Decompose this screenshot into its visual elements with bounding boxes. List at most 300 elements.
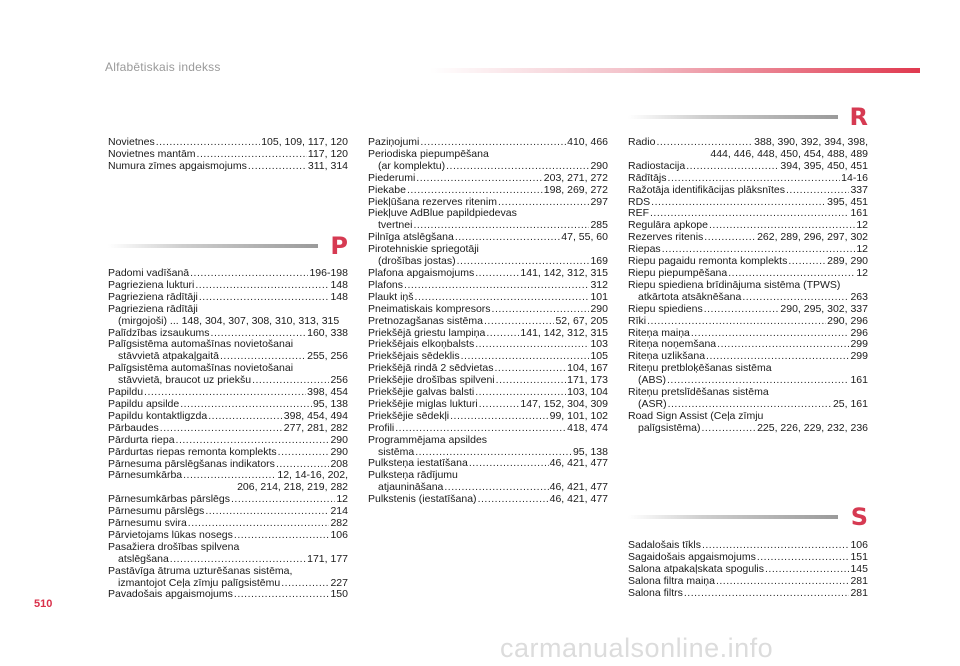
index-entry-line (108, 387, 348, 399)
page-refs: 106 (330, 529, 348, 541)
index-term: Pārnesumkārba (108, 470, 183, 482)
index-entry-line (368, 161, 608, 173)
dot-leader (786, 185, 849, 197)
dot-leader (234, 589, 330, 601)
page-refs: 171, 173 (567, 375, 608, 387)
index-entry (628, 540, 868, 552)
index-term: Pārdurta riepa (108, 434, 175, 446)
index-entry (368, 185, 608, 197)
page-refs: 150 (330, 589, 348, 601)
index-term: Pavadošais apgaismojums (108, 589, 233, 601)
index-entry (628, 280, 868, 304)
page-refs: 203, 271, 272 (543, 172, 608, 184)
index-entry-line (108, 447, 348, 459)
index-entry (628, 304, 868, 316)
index-entry-line (368, 304, 608, 316)
page-refs: 196-198 (309, 268, 348, 279)
index-entry (368, 435, 608, 459)
index-entry (108, 447, 348, 459)
index-entry-line (628, 292, 868, 304)
index-term: Periodiska piepumpēšana (368, 147, 489, 160)
page-refs: 312 (590, 279, 608, 291)
page-refs: 148 (330, 279, 348, 291)
dot-leader (195, 280, 329, 292)
index-term: Pagrieziena lukturi (108, 279, 195, 291)
dot-leader (702, 540, 850, 552)
page-refs: 337 (850, 184, 868, 196)
page-refs: 169 (590, 256, 608, 268)
index-entry (628, 363, 868, 387)
index-entry (368, 173, 608, 185)
page-refs: 103, 104 (567, 387, 608, 399)
dot-leader (416, 173, 542, 185)
letter-p: P (330, 232, 348, 260)
index-term: Riteņa uzlikšana (628, 351, 706, 363)
index-term: Papildu apsilde (108, 398, 180, 410)
dot-leader (413, 220, 589, 232)
page-refs: 12 (856, 267, 868, 279)
index-entry (368, 387, 608, 399)
index-term: Pagrieziena rādītāji (108, 302, 198, 315)
index-term: Pulkstenis (iestatīšana) (368, 494, 477, 506)
index-entry-line (368, 423, 608, 435)
index-entry (368, 375, 608, 387)
index-term: Pagrieziena rādītāji (108, 291, 198, 303)
page-refs: 117, 120 (307, 148, 348, 160)
index-entry (108, 542, 348, 566)
index-term: palīgsistēma) (638, 422, 701, 434)
dot-leader (475, 339, 589, 351)
index-term: stāvvietā, braucot uz priekšu (118, 375, 252, 387)
index-term: Pasažiera drošības spilvena (108, 540, 240, 553)
index-entry-line (368, 363, 608, 375)
dot-leader (717, 339, 849, 351)
dot-leader (208, 411, 283, 423)
index-entry-line (368, 387, 608, 399)
dot-leader (691, 328, 850, 340)
index-term: Pirotehniskie spriegotāji (368, 243, 479, 256)
index-entry (108, 589, 348, 601)
page-refs: 290 (330, 434, 348, 446)
index-term: Paziņojumi (368, 137, 420, 148)
page-refs: 398, 454, 494 (283, 410, 348, 422)
index-term: Piekļūšana rezerves ritenim (368, 196, 497, 208)
header-accent-bar (430, 68, 920, 73)
index-term: Pārnesumu pārslēgs (108, 506, 205, 518)
page-refs: 281 (850, 587, 868, 599)
index-term: Piekļuve AdBlue papildpiedevas (368, 207, 517, 220)
index-term: atjaunināšana (378, 482, 444, 494)
index-term: Riepu spiediens (628, 303, 703, 315)
dot-leader (492, 304, 590, 316)
index-term: Rādītājs (628, 172, 667, 184)
index-term: atslēgšana (118, 553, 169, 565)
index-term: Road Sign Assist (Ceļa zīmju (628, 409, 764, 422)
index-term: (drošības jostas) (378, 256, 456, 268)
dot-leader (278, 447, 330, 459)
dot-leader (457, 256, 590, 268)
index-entry (368, 244, 608, 268)
dot-leader (478, 494, 549, 506)
index-term: Riteņa maiņa (628, 327, 690, 339)
page-refs: 46, 421, 477 (549, 458, 608, 470)
index-entry-line (368, 292, 608, 304)
index-term: Priekšējā griestu lampiņa (368, 327, 486, 339)
dot-leader (651, 197, 826, 209)
index-term: Priekšējais sēdeklis (368, 351, 460, 363)
dot-leader (662, 244, 856, 256)
index-entry-line (368, 185, 608, 197)
page-refs: 225, 226, 229, 232, 236 (757, 422, 868, 434)
page-refs: 227 (330, 577, 348, 589)
index-term: Priekšējie sēdekļi (368, 410, 450, 422)
index-entry-line (368, 173, 608, 185)
index-term: (ASR) (638, 398, 667, 410)
page-refs: 161 (850, 208, 868, 220)
page-refs: 160, 338 (307, 327, 348, 339)
dot-leader (197, 149, 307, 161)
dot-leader (188, 518, 330, 530)
index-entry (368, 470, 608, 494)
page-refs: 105, 109, 117, 120 (261, 137, 348, 148)
index-entry (628, 232, 868, 244)
index-entry-line (368, 268, 608, 280)
page-refs: 148 (330, 291, 348, 303)
index-entry-line (628, 576, 868, 588)
index-term: Pastāvīga ātruma uzturēšanas sistēma, (108, 564, 293, 577)
index-term: Riepu spiediena brīdinājuma sistēma (TPWS) (628, 278, 841, 291)
index-entry (108, 339, 348, 363)
index-entry-line (628, 423, 868, 435)
index-term: Pulksteņa rādījumu (368, 469, 458, 482)
index-term: Programmējama apsildes (368, 433, 488, 446)
index-entry (108, 292, 348, 304)
dot-leader (160, 423, 283, 435)
index-entry (628, 220, 868, 232)
index-term: Pārnesumkārbas pārslēgs (108, 494, 230, 506)
index-term: Ražotāja identifikācijas plāksnītes (628, 184, 785, 196)
dot-leader (156, 137, 260, 149)
page-refs: 95, 138 (312, 398, 348, 410)
index-term: Piederumi (368, 172, 416, 184)
dot-leader (479, 399, 520, 411)
dot-leader (475, 387, 566, 399)
index-entry-line (108, 494, 348, 506)
index-term: Plafons (368, 279, 404, 291)
dot-leader (190, 268, 308, 280)
index-term: Pārbaudes (108, 422, 159, 434)
page-refs: 145 (850, 563, 868, 575)
page-refs: 198, 269, 272 (543, 184, 608, 196)
page-refs-continued: 206, 214, 218, 219, 282 (237, 481, 348, 494)
index-entry-line (368, 494, 608, 506)
dot-leader (684, 588, 850, 600)
index-entry (108, 304, 348, 328)
page-refs: 281 (850, 575, 868, 587)
dot-leader (199, 292, 330, 304)
dot-leader (176, 435, 330, 447)
index-term: Salona filtra maiņa (628, 575, 715, 587)
index-term: izmantojot Ceļa zīmju palīgsistēmu (118, 577, 281, 589)
index-entry (628, 256, 868, 268)
page-refs: 394, 395, 450, 451 (780, 160, 868, 172)
dot-leader (170, 554, 306, 566)
index-entry (628, 387, 868, 411)
page-refs: 161 (850, 375, 868, 387)
index-term: Profili (368, 422, 395, 434)
index-term: Riepu pagaidu remonta komplekts (628, 256, 788, 268)
dot-leader (647, 316, 826, 328)
dot-leader (650, 208, 849, 220)
index-term: Pulksteņa iestatīšana (368, 458, 468, 470)
index-term: Radio (628, 137, 656, 148)
index-entry-line (628, 173, 868, 185)
index-entry (108, 459, 348, 471)
dot-leader (686, 161, 779, 173)
index-entry-line (108, 459, 348, 471)
index-term: Novietnes (108, 137, 155, 148)
index-entry-line (108, 268, 348, 280)
index-term: Palīgsistēma automašīnas novietošanai (108, 338, 294, 351)
index-term: Radiostacija (628, 160, 686, 172)
index-entry (108, 161, 348, 173)
index-entry (368, 423, 608, 435)
index-term: Pilnīga atslēgšana (368, 232, 454, 244)
index-entry-line (108, 554, 348, 566)
dot-leader (252, 375, 329, 387)
index-term: Priekšējie drošības spilveni (368, 375, 495, 387)
dot-leader (276, 459, 330, 471)
index-list-s (628, 540, 868, 600)
page-refs: 46, 421, 477 (549, 494, 608, 506)
index-term: Priekšējais elkoņbalsts (368, 339, 475, 351)
page-refs: 101 (590, 291, 608, 303)
page-number: 510 (34, 598, 53, 610)
index-entry (368, 328, 608, 340)
index-term: Salona atpakaļskata spogulis (628, 563, 765, 575)
index-list-n (108, 137, 348, 173)
index-entry-line (628, 185, 868, 197)
index-entry (108, 387, 348, 399)
page-refs: 418, 474 (567, 422, 608, 434)
index-entry (368, 292, 608, 304)
index-entry (628, 576, 868, 588)
index-term: Numura zīmes apgaismojums (108, 160, 247, 172)
index-term: Plafona apgaismojums (368, 267, 475, 279)
letter-divider-bar (628, 115, 838, 119)
index-term: Sagaidošais apgaismojums (628, 551, 756, 563)
index-entry-line (108, 316, 348, 328)
dot-leader (248, 161, 307, 173)
index-entry (368, 316, 608, 328)
letter-heading-p (108, 232, 348, 262)
index-entry (368, 363, 608, 375)
page-refs: 256 (330, 375, 348, 387)
index-term: Pārnesuma pārslēgšanas indikators (108, 458, 275, 470)
index-entry (108, 411, 348, 423)
index-entry-line (108, 399, 348, 411)
index-entry-line (368, 220, 608, 232)
page-refs: 290, 295, 302, 337 (780, 303, 868, 315)
index-term: Palīgsistēma automašīnas novietošanai (108, 362, 294, 375)
page-refs: 290 (590, 303, 608, 315)
dot-leader (788, 256, 826, 268)
page-refs: 282 (330, 518, 348, 530)
index-entry-line (628, 552, 868, 564)
page-refs: 104, 167 (567, 363, 608, 375)
index-entry-line (628, 339, 868, 351)
page-refs: 395, 451 (827, 196, 868, 208)
index-entry-line (108, 375, 348, 387)
dot-leader (415, 292, 590, 304)
index-term: Riteņa noņemšana (628, 339, 717, 351)
page-refs: 95, 138 (572, 446, 608, 458)
page-refs: 208 (330, 458, 348, 470)
index-term: Salona filtrs (628, 587, 683, 599)
index-term: Regulāra apkope (628, 220, 708, 232)
index-term: Papildu kontaktligzda (108, 410, 208, 422)
index-entry (628, 244, 868, 256)
page-refs: 388, 390, 392, 394, 398, (754, 137, 868, 148)
section-title: Alfabētiskais indekss (105, 60, 221, 74)
index-entry-line (108, 137, 348, 149)
dot-leader (407, 185, 543, 197)
index-entry (368, 494, 608, 506)
index-entry-line (108, 435, 348, 447)
index-entry (108, 435, 348, 447)
page-refs: 398, 454 (307, 387, 348, 399)
index-entry-line (628, 220, 868, 232)
page-refs: 103 (590, 339, 608, 351)
index-entry (108, 518, 348, 530)
index-entry (108, 137, 348, 149)
page-refs: 12 (856, 244, 868, 256)
index-term: Pneimatiskais kompresors (368, 303, 491, 315)
index-entry-line (628, 244, 868, 256)
index-entry-line (368, 411, 608, 423)
dot-leader (395, 423, 566, 435)
index-entry (108, 280, 348, 292)
page-refs: 285 (590, 220, 608, 232)
index-term: Rezerves ritenis (628, 232, 704, 244)
letter-heading-r (628, 103, 868, 133)
index-entry-line (368, 316, 608, 328)
page-refs-continued: 444, 446, 448, 450, 454, 488, 489 (710, 147, 868, 160)
index-entry (368, 149, 608, 173)
dot-leader (205, 506, 329, 518)
dot-leader (668, 173, 841, 185)
index-entry-line (628, 316, 868, 328)
index-term: Riepas (628, 244, 661, 256)
index-entry (368, 304, 608, 316)
index-entry-line (368, 399, 608, 411)
page-refs: 12, 14-16, 202, (277, 470, 348, 482)
index-entry-line (368, 351, 608, 363)
index-entry-line (368, 328, 608, 340)
page-refs: 296 (850, 327, 868, 339)
page-refs: 147, 152, 304, 309 (520, 398, 608, 410)
index-list-p (108, 268, 348, 601)
page-refs: 263 (850, 291, 868, 303)
dot-leader (716, 576, 850, 588)
page-refs: 290, 296 (827, 315, 868, 327)
index-entry-line (108, 506, 348, 518)
index-entry-line (108, 149, 348, 161)
dot-leader (701, 423, 756, 435)
index-term: Riteņu pretslīdēšanas sistēma (628, 386, 769, 399)
page-refs: 311, 314 (307, 160, 348, 172)
index-entry-line (628, 256, 868, 268)
page-refs: 410, 466 (567, 137, 608, 148)
index-term: Pārnesumu svira (108, 518, 187, 530)
page-refs: 12 (336, 494, 348, 506)
page-refs: 141, 142, 312, 315 (520, 327, 608, 339)
index-term: Novietnes mantām (108, 148, 196, 160)
dot-leader (231, 494, 335, 506)
page-refs: 255, 256 (307, 351, 348, 363)
page-refs: 289, 290 (827, 256, 868, 268)
page-refs: 25, 161 (832, 398, 868, 410)
index-entry (108, 494, 348, 506)
index-entry-line (368, 447, 608, 459)
dot-leader (704, 232, 756, 244)
index-entry (628, 411, 868, 435)
index-entry-line (368, 375, 608, 387)
dot-leader (404, 280, 589, 292)
letter-heading-s (628, 503, 868, 533)
index-entry (108, 506, 348, 518)
index-entry (108, 149, 348, 161)
letter-divider-bar (108, 244, 318, 248)
index-term: atkārtota atsāknēšana (638, 291, 742, 303)
index-entry-line (108, 589, 348, 601)
index-list-p-continued (368, 137, 608, 506)
index-term: Pretnozagšanas sistēma (368, 315, 483, 327)
index-entry (628, 552, 868, 564)
index-term: Rīki (628, 315, 647, 327)
index-entry (108, 363, 348, 387)
index-term: Palīdzības izsaukums (108, 327, 210, 339)
index-term: Priekšējā rindā 2 sēdvietas (368, 363, 494, 375)
index-entry-line (628, 197, 868, 209)
index-entry (628, 208, 868, 220)
index-entry-line (628, 328, 868, 340)
page-refs: 106 (850, 540, 868, 551)
index-term: stāvvietā atpakaļgaitā (118, 351, 219, 363)
index-term: (mirgojoši) ... 148, 304, 307, 308, 310, 313, 315 (118, 315, 340, 327)
page-refs: 52, 67, 205 (555, 315, 608, 327)
index-entry-line (108, 578, 348, 590)
index-term: Priekšējie miglas lukturi (368, 398, 478, 410)
index-entry (628, 339, 868, 351)
index-term: tvertnei (378, 220, 413, 232)
index-entry-line (108, 411, 348, 423)
page-refs: 299 (850, 339, 868, 351)
dot-leader (765, 564, 849, 576)
dot-leader (461, 351, 590, 363)
dot-leader (415, 447, 572, 459)
dot-leader (281, 578, 329, 590)
index-entry (368, 339, 608, 351)
index-entry-line (108, 161, 348, 173)
page-refs: 299 (850, 351, 868, 363)
page-refs: 141, 142, 312, 315 (520, 267, 608, 279)
index-list-r (628, 137, 868, 435)
index-entry-line (628, 304, 868, 316)
index-term: Pārdurtas riepas remonta komplekts (108, 446, 277, 458)
page-refs: 14-16 (841, 172, 868, 184)
index-term: (ABS) (638, 375, 667, 387)
